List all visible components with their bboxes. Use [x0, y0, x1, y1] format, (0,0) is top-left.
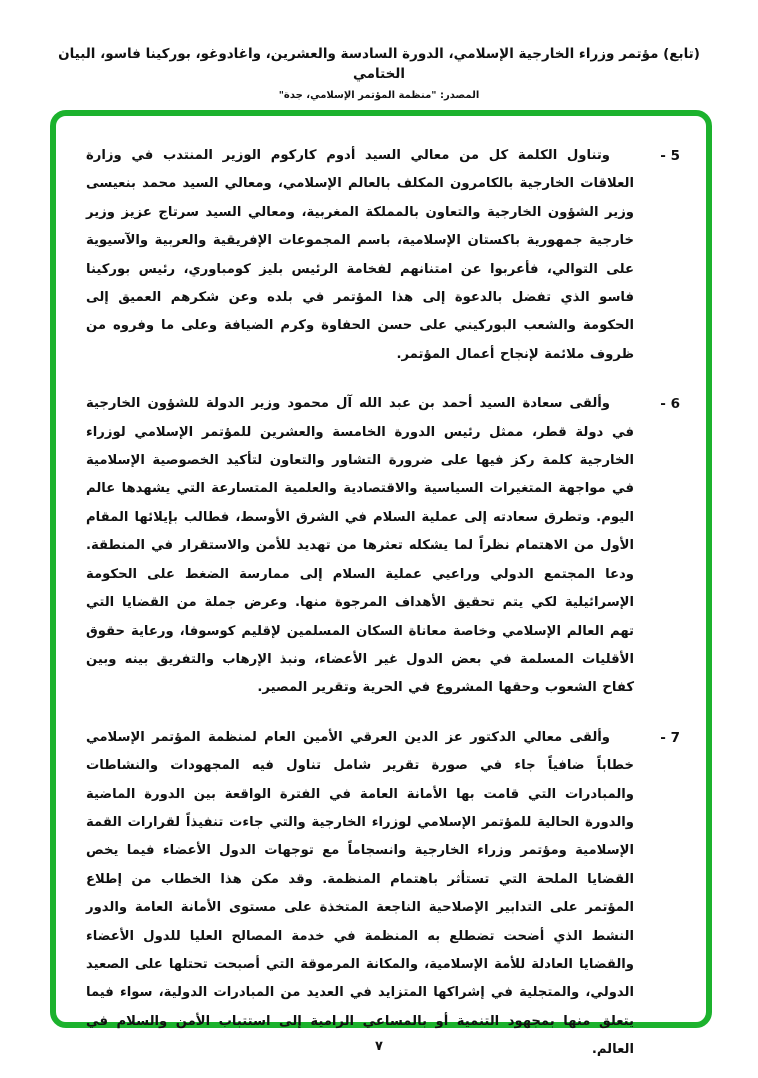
paragraph-7-number: 7 - [660, 729, 680, 746]
document-source-line: المصدر: "منظمة المؤتمر الإسلامي، جدة" [278, 89, 480, 101]
page-header [30, 44, 728, 101]
green-border-frame [50, 110, 712, 1058]
paragraph-6 [86, 390, 680, 702]
paragraph-5-number: 5 - [660, 148, 680, 164]
paragraph-6-number: 6 - [660, 396, 680, 413]
paragraph-5-text: وتناول الكلمة كل من معالي السيد أدوم كاركوم الوزير المنتدب في وزارة العلاقات الخارجية بالكامرون المكلف بالعالم الإسلامي، ومعالي السيد محمد بنعيسى وزير الشؤون الخارجية والتعاون بالمملكة المغربية، ومعالي السيد سرتاج عزيز وزير خارجية جمهورية باكستان الإسلامية، باسم المجموعات الإفريقية والعربية والآسيوية على التوالي، فأعربوا عن امتنانهم لفخامة الرئيس بليز كومباوري، رئيس بوركينا فاسو الذي تفضل بالدعوة إلى هذا المؤتمر في بلده وعن شكرهم العميق إلى الحكومة والشعب البوركيني على حسن الحفاوة وكرم الضيافة وعلى ما وفروه من ظروف ملائمة لإنجاح أعمال المؤتمر. [86, 148, 634, 362]
paragraph-7 [86, 724, 680, 1065]
document-title: (تابع) مؤتمر وزراء الخارجية الإسلامي، الدورة السادسة والعشرين، واغادوغو، بوركينا فاسو، البيان الختامي [58, 46, 700, 83]
document-body [56, 116, 706, 1065]
paragraph-5 [86, 142, 680, 369]
paragraph-6-text: وألقى سعادة السيد أحمد بن عبد الله آل محمود وزير الدولة للشؤون الخارجية في دولة قطر، ممثل رئيس الدورة الخامسة والعشرين للمؤتمر الإسلامي لوزراء الخارجية كلمة ركز فيها على ضرورة التشاور والتعاون لتأكيد الخصوصية الإسلامية في مواجهة المتغيرات السياسية والاقتصادية والعلمية المتسارعة التي يشهدها عالم اليوم. وتطرق سعادته إلى عملية السلام في الشرق الأوسط، فطالب بإيلائها المقام الأول من الاهتمام نظراً لما يشكله تعثرها من تهديد للأمن والاستقرار في المنطقة. ودعا المجتمع الدولي وراعيي عملية السلام إلى ممارسة الضغط على الحكومة الإسرائيلية لكي يتم تحقيق الأهداف المرجوة منها. وعرض جملة من القضايا التي تهم العالم الإسلامي وخاصة معاناة السكان المسلمين لإقليم كوسوفا، ورعاية حقوق الأقليات المسلمة في بعض الدول غير الأعضاء، ونبذ الإرهاب والتفريق بينه وبين كفاح الشعوب وحقها المشروع في الحرية وتقرير المصير. [86, 396, 634, 696]
paragraph-7-text: وألقى معالي الدكتور عز الدين العرقي الأمين العام لمنظمة المؤتمر الإسلامي خطاباً ضافياً جاء في صورة تقرير شامل تناول فيه المجهودات والنشاطات والمبادرات التي قامت بها الأمانة العامة في الفترة الواقعة بين الدورة الماضية والدورة الحالية للمؤتمر الإسلامي لوزراء الخارجية والتي جاءت تنفيذاً لقرارات القمة الإسلامية ومؤتمر وزراء الخارجية وانسجاماً مع توجهات الدول الأعضاء فيما يخص القضايا الملحة التي تستأثر باهتمام المنظمة. وقد مكن هذا الخطاب من إطلاع المؤتمر على التدابير الإصلاحية الناجعة المتخذة على مستوى الأمانة العامة والدور النشط الذي أضحت تضطلع به المنظمة في خدمة المصالح العليا للدول الأعضاء والقضايا العادلة للأمة الإسلامية، والمكانة المرموقة التي أصبحت تحتلها على الصعيد الدولي، والمتجلية في إشراكها المتزايد في العديد من المبادرات الدولية، سواء فيما يتعلق منها بمجهود التنمية أو بالمساعي الرامية إلى استتباب الأمن والسلام في العالم. [86, 729, 634, 1058]
page-number: ٧ [375, 1039, 383, 1054]
